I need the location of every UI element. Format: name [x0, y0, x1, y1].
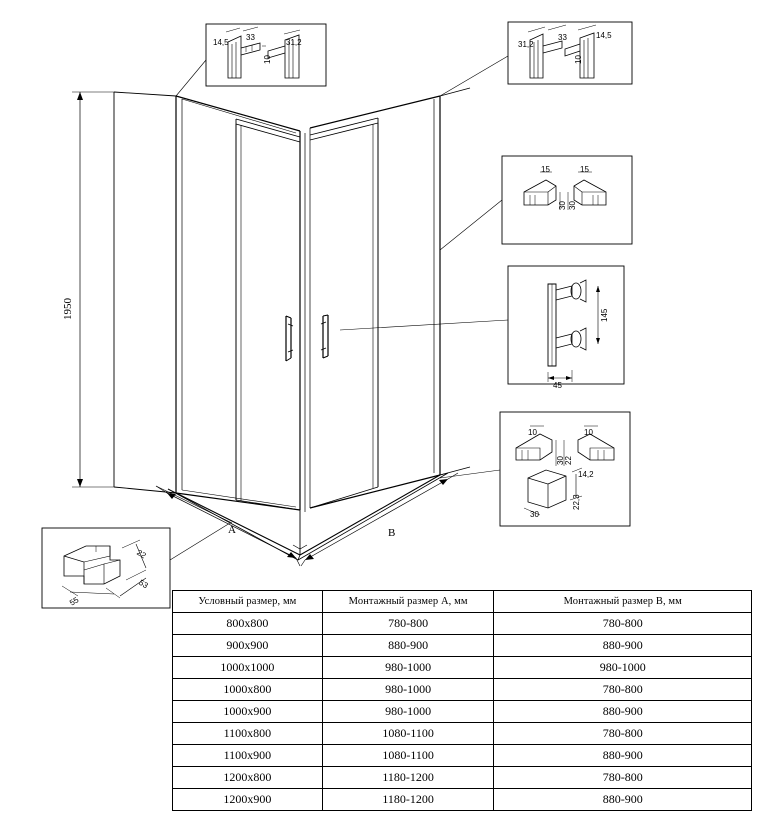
- table-cell-b: 780-800: [494, 679, 752, 701]
- table-row: [173, 657, 752, 679]
- table-row: [173, 767, 752, 789]
- callout-topright-label-2: 14,5: [596, 31, 612, 40]
- table-cell-a: 980-1000: [322, 701, 494, 723]
- dimension-a-label: A: [228, 524, 236, 536]
- table-cell-size: 900x900: [173, 635, 323, 657]
- table-row: [173, 613, 752, 635]
- table-row: [173, 679, 752, 701]
- table-cell-a: 1080-1100: [322, 723, 494, 745]
- table-cell-a: 1180-1200: [322, 767, 494, 789]
- table-cell-b: 780-800: [494, 767, 752, 789]
- table-cell-size: 1100x800: [173, 723, 323, 745]
- table-row: [173, 723, 752, 745]
- callout-profile-label-1: 15: [580, 165, 589, 174]
- table-cell-b: 880-900: [494, 745, 752, 767]
- callout-topleft-label-3: 10: [263, 55, 272, 64]
- callout-topleft-label-0: 14,5: [213, 38, 229, 47]
- callout-bottomright-label-5: 22: [564, 456, 573, 465]
- table-row: [173, 745, 752, 767]
- callout-bottomright-label-4: 22,3: [572, 494, 581, 510]
- callout-bottomright-label-2: 14,2: [578, 470, 594, 479]
- table-cell-a: 980-1000: [322, 679, 494, 701]
- table-cell-size: 1200x900: [173, 789, 323, 811]
- table-cell-size: 800x800: [173, 613, 323, 635]
- callout-handle-label-1: 45: [553, 381, 562, 390]
- callout-profile-label-2: 30: [558, 201, 567, 210]
- callout-profile-label-3: 30: [568, 201, 577, 210]
- table-cell-size: 1200x800: [173, 767, 323, 789]
- table-cell-a: 880-900: [322, 635, 494, 657]
- table-cell-a: 1180-1200: [322, 789, 494, 811]
- callout-topleft-label-2: 31,2: [286, 38, 302, 47]
- callout-topright-label-1: 33: [558, 33, 567, 42]
- callout-topright-label-0: 31,2: [518, 40, 534, 49]
- table-cell-b: 980-1000: [494, 657, 752, 679]
- table-cell-b: 780-800: [494, 723, 752, 745]
- callout-profile-label-0: 15: [541, 165, 550, 174]
- callout-topleft-label-1: 33: [246, 33, 255, 42]
- callout-bottomright-label-6: 30: [530, 510, 539, 519]
- callout-bottomright-label-1: 10: [584, 428, 593, 437]
- dimensions-table: [172, 590, 752, 811]
- callout-bottomleft-label-2: 53: [137, 578, 150, 591]
- table-cell-size: 1000x800: [173, 679, 323, 701]
- table-cell-b: 780-800: [494, 613, 752, 635]
- table-header-row: [173, 591, 752, 613]
- dimension-b-label: B: [388, 527, 396, 539]
- table-header-cell-2: Монтажный размер B, мм: [494, 591, 752, 613]
- table-cell-b: 880-900: [494, 701, 752, 723]
- table-cell-size: 1000x900: [173, 701, 323, 723]
- table-cell-a: 780-800: [322, 613, 494, 635]
- height-dimension-label: 1950: [62, 298, 74, 320]
- callout-handle-label-0: 145: [600, 308, 609, 322]
- table-cell-size: 1000x1000: [173, 657, 323, 679]
- table-cell-a: 1080-1100: [322, 745, 494, 767]
- callout-topright-label-3: 10: [574, 55, 583, 64]
- table-row: [173, 789, 752, 811]
- table-header-cell-1: Монтажный размер A, мм: [322, 591, 494, 613]
- table-row: [173, 701, 752, 723]
- table-header-cell-0: Условный размер, мм: [173, 591, 323, 613]
- table-cell-b: 880-900: [494, 635, 752, 657]
- table-cell-b: 880-900: [494, 789, 752, 811]
- table-cell-a: 980-1000: [322, 657, 494, 679]
- callout-bottomright-label-0: 10: [528, 428, 537, 437]
- callout-bottomleft-label-0: 22: [135, 548, 148, 561]
- table-row: [173, 635, 752, 657]
- table-cell-size: 1100x900: [173, 745, 323, 767]
- callout-bottomright-label-3: 30: [556, 456, 565, 465]
- callout-bottomleft-label-1: 55: [68, 595, 81, 608]
